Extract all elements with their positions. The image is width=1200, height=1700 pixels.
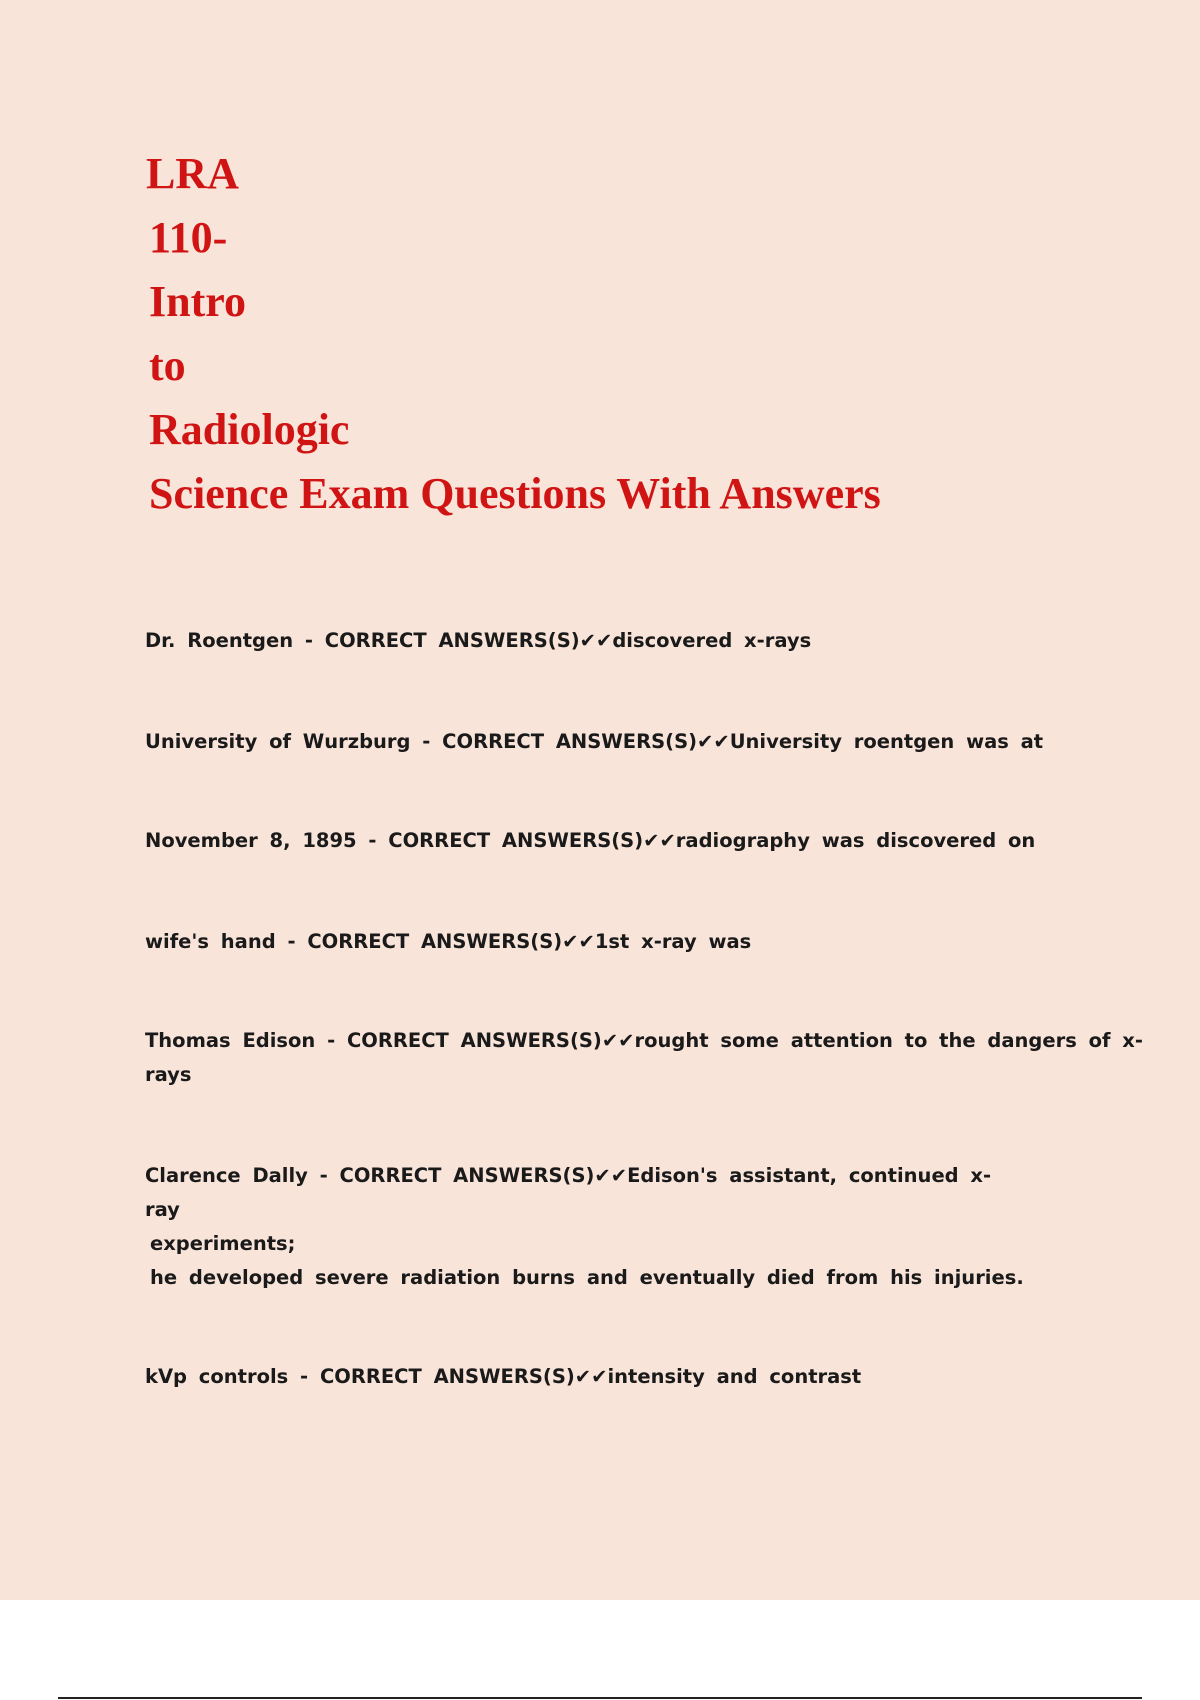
qa-line: Clarence Dally - CORRECT ANSWERS(S)✔✔Edison's assistant, continued x-: [145, 1164, 992, 1187]
title-line: 110-: [149, 213, 228, 262]
qa-item: [145, 1159, 1024, 1295]
qa-item: [145, 824, 1035, 858]
title-line: LRA: [146, 149, 239, 198]
title-line: Radiologic: [149, 405, 350, 454]
qa-item: [145, 925, 751, 959]
document-title: [146, 142, 1046, 526]
title-line: Intro: [149, 277, 246, 326]
qa-item: [145, 725, 1043, 759]
qa-line: rays: [145, 1063, 192, 1086]
qa-line: Thomas Edison - CORRECT ANSWERS(S)✔✔rought some attention to the dangers of x-: [145, 1029, 1143, 1052]
title-line: Science Exam Questions With Answers: [149, 469, 881, 518]
qa-line: kVp controls - CORRECT ANSWERS(S)✔✔intensity and contrast: [145, 1365, 862, 1388]
qa-line: experiments;: [150, 1232, 296, 1255]
qa-line: November 8, 1895 - CORRECT ANSWERS(S)✔✔radiography was discovered on: [145, 829, 1036, 852]
qa-line: University of Wurzburg - CORRECT ANSWERS(S)✔✔University roentgen was at: [145, 730, 1044, 753]
qa-line: wife's hand - CORRECT ANSWERS(S)✔✔1st x-ray was: [145, 930, 752, 953]
qa-item: [145, 624, 811, 658]
qa-line: he developed severe radiation burns and eventually died from his injuries.: [150, 1266, 1024, 1289]
qa-line: ray: [145, 1198, 180, 1221]
footer-divider: [58, 1697, 1142, 1699]
qa-line: Dr. Roentgen - CORRECT ANSWERS(S)✔✔discovered x-rays: [145, 629, 812, 652]
title-line: to: [149, 341, 186, 390]
qa-item: [145, 1360, 861, 1394]
qa-item: [145, 1024, 1143, 1092]
